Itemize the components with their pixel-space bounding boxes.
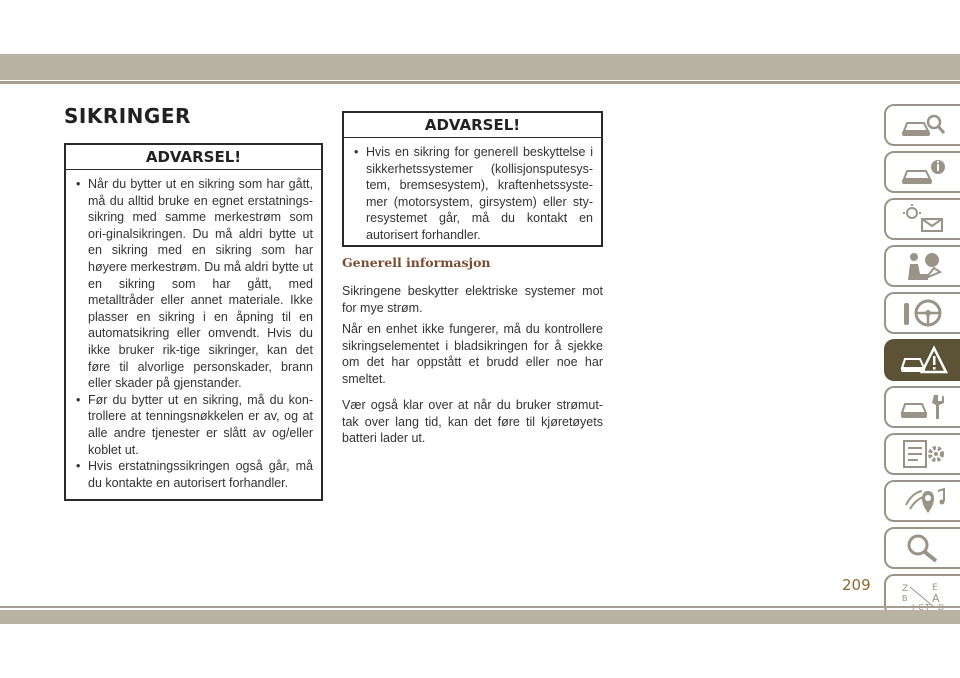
- index-letter: A: [932, 592, 940, 605]
- chapter-tab-emergency[interactable]: [884, 339, 960, 381]
- warning-box-left: [64, 143, 323, 501]
- car-wrench-icon: [898, 391, 948, 423]
- warning-light-mail-icon: [898, 203, 948, 235]
- chapter-tab-warning-lights[interactable]: [884, 198, 960, 240]
- paragraph: Vær også klar over at når du bruker strømut-tak over lang tid, kan det føre til kjøretøyets batteri lader ut.: [342, 398, 603, 446]
- bottom-decorative-band: [0, 610, 960, 624]
- paragraph: Sikringene beskytter elektriske systemer mot for mye strøm.: [342, 284, 603, 315]
- warning-box-right: [342, 111, 603, 247]
- page-number: 209: [842, 576, 871, 594]
- top-band-line: [0, 81, 960, 84]
- chapter-tab-safety[interactable]: [884, 245, 960, 287]
- warning-title: ADVARSEL!: [66, 145, 321, 170]
- chapter-tab-specifications[interactable]: [884, 433, 960, 475]
- page-heading: SIKRINGER: [64, 104, 191, 128]
- index-letter: B: [902, 594, 908, 603]
- top-decorative-band: [0, 54, 960, 80]
- warning-list: [344, 138, 601, 252]
- car-search-icon: [898, 109, 948, 141]
- music-location-icon: [898, 485, 948, 517]
- bottom-band-line: [0, 606, 960, 608]
- index-letter: E: [932, 583, 938, 593]
- warning-item: • Når du bytter ut en sikring som har gått, må du alltid bruke en egnet erstatnings-sikring med samme merkestrøm som ori-ginalsikringen. Du må aldri bytte ut en sikring med en sikring som har høyere merkestrøm. Du må aldri bytte ut en sikring som har gått, med metalltråder eller annet materiale. Ikke plasser en sikring i en åpning til en automatsikring eller omvendt. Hvis du ikke bruker rik-tige sikringer, kan det føre til alvorlige personskader, brann eller skader på gjenstander.: [76, 176, 313, 392]
- warning-item: • Før du bytter ut en sikring, må du kon-trollere at tenningsnøkkelen er av, og at alle andre tjenester er slått av og/eller koblet ut.: [76, 392, 313, 458]
- seat-airbag-icon: [898, 250, 948, 282]
- warning-item: • Hvis erstatningssikringen også går, må du kontakte en autorisert forhandler.: [76, 458, 313, 491]
- chapter-tab-customer-assistance[interactable]: [884, 527, 960, 569]
- car-info-icon: [898, 156, 948, 188]
- emergency-triangle-car-icon: [898, 344, 948, 376]
- steering-wheel-icon: [898, 297, 948, 329]
- checklist-gear-icon: [898, 438, 948, 470]
- chapter-tab-maintenance[interactable]: [884, 386, 960, 428]
- section-title-general-info: Generell informasjon: [342, 255, 491, 270]
- magnifier-icon: [898, 532, 948, 564]
- warning-list: [66, 170, 321, 499]
- warning-title: ADVARSEL!: [344, 113, 601, 138]
- paragraph: Når en enhet ikke fungerer, må du kontrollere sikringselementet i bladsikringen for å sjekke om det har oppstått et brudd eller noe har smeltet.: [342, 322, 603, 386]
- chapter-tab-multimedia[interactable]: [884, 480, 960, 522]
- chapter-tab-car-search[interactable]: [884, 104, 960, 146]
- chapter-tab-driving[interactable]: [884, 292, 960, 334]
- index-letter: Z: [902, 584, 909, 594]
- chapter-tab-car-info[interactable]: [884, 151, 960, 193]
- warning-item: • Hvis en sikring for generell beskyttelse i sikkerhetssystemer (kollisjonsputesys-tem, bremsesystem), kraftenhetssyste-mer (motorsystem, girsystem) eller sty-resystemet går, må du kontakt en autorisert forhandler.: [354, 144, 593, 244]
